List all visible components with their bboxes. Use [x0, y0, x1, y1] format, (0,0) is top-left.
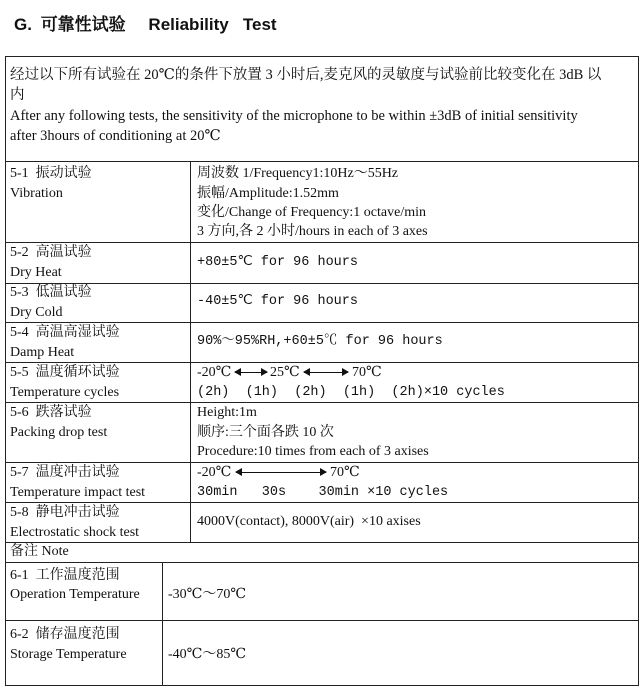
test-label-zh: 5-3 低温试验	[10, 285, 92, 300]
divider-intro	[5, 161, 639, 162]
cycle-arrow-2	[304, 372, 348, 373]
table-top-border	[5, 56, 639, 57]
note-label-en: Operation Temperature	[10, 587, 140, 602]
test-condition: Procedure:10 times from each of 3 axises	[197, 444, 429, 459]
test-label-zh: 5-4 高温高湿试验	[10, 325, 120, 340]
test-label-zh: 5-2 高温试验	[10, 245, 92, 260]
impact-temp-end: 70℃	[330, 465, 360, 480]
table-right-border	[638, 56, 639, 686]
divider-note-1	[5, 620, 639, 621]
test-condition: 振幅/Amplitude:1.52mm	[197, 186, 339, 201]
divider-row-1	[5, 242, 639, 243]
note-label-zh: 6-2 储存温度范围	[10, 627, 120, 642]
cycle-durations: (2h) (1h) (2h) (1h) (2h)×10 cycles	[197, 385, 505, 400]
intro-en-line1: After any following tests, the sensitivity of the microphone to be within ±3dB of initial sensitivity	[10, 108, 578, 124]
heading-en: Reliability Test	[148, 15, 277, 34]
test-condition: +80±5℃ for 96 hours	[197, 255, 358, 270]
test-label-zh: 5-7 温度冲击试验	[10, 465, 120, 480]
test-label-en: Electrostatic shock test	[10, 525, 140, 540]
note-label-zh: 6-1 工作温度范围	[10, 568, 120, 583]
test-label-en: Dry Cold	[10, 305, 63, 320]
test-label-zh: 5-8 静电冲击试验	[10, 505, 120, 520]
table-bottom-border	[5, 685, 639, 686]
note-label-en: Storage Temperature	[10, 647, 127, 662]
divider-note	[5, 562, 639, 563]
test-condition: 变化/Change of Frequency:1 octave/min	[197, 205, 426, 220]
test-condition: 周波数 1/Frequency1:10Hz～55Hz	[197, 166, 399, 181]
heading-zh: 可靠性试验	[40, 15, 126, 34]
cycle-temp-mid: 25℃	[270, 365, 300, 380]
column-divider-tests	[190, 161, 191, 542]
note-heading: 备注 Note	[10, 544, 69, 559]
column-divider-notes	[162, 562, 163, 685]
test-label-en: Dry Heat	[10, 265, 62, 280]
table-left-border	[5, 56, 6, 686]
test-condition: 顺序:三个面各跌 10 次	[197, 425, 334, 440]
section-heading	[14, 14, 277, 36]
operation-temperature-value: -30℃～70℃	[168, 587, 246, 602]
test-label-en: Temperature cycles	[10, 385, 120, 400]
test-label-en: Temperature impact test	[10, 485, 146, 500]
cycle-arrow-1	[235, 372, 267, 373]
test-label-en: Packing drop test	[10, 425, 108, 440]
impact-durations: 30min 30s 30min ×10 cycles	[197, 485, 449, 500]
test-condition: -40±5℃ for 96 hours	[197, 294, 358, 309]
impact-arrow	[236, 472, 326, 473]
cycle-temp-end: 70℃	[352, 365, 382, 380]
cycle-temp-start: -20℃	[197, 365, 232, 380]
test-condition: 90%～95%RH,+60±5℃ for 96 hours	[197, 334, 443, 349]
test-label-en: Vibration	[10, 186, 63, 201]
intro-en-line2: after 3hours of conditioning at 20℃	[10, 128, 221, 144]
test-label-zh: 5-5 温度循环试验	[10, 365, 120, 380]
intro-zh-line2: 内	[10, 87, 25, 103]
impact-temp-start: -20℃	[197, 465, 232, 480]
heading-code: G.	[14, 15, 32, 34]
test-condition: 3 方向,各 2 小时/hours in each of 3 axes	[197, 224, 428, 239]
divider-row-2	[5, 283, 639, 284]
test-label-zh: 5-1 振动试验	[10, 166, 92, 181]
test-label-en: Damp Heat	[10, 345, 75, 360]
test-condition: 4000V(contact), 8000V(air) ×10 axises	[197, 514, 421, 529]
test-condition: Height:1m	[197, 405, 257, 420]
test-label-zh: 5-6 跌落试验	[10, 405, 92, 420]
storage-temperature-value: -40℃～85℃	[168, 647, 246, 662]
intro-zh-line1: 经过以下所有试验在 20℃的条件下放置 3 小时后,麦克风的灵敏度与试验前比较变化在 3dB 以	[10, 67, 602, 83]
